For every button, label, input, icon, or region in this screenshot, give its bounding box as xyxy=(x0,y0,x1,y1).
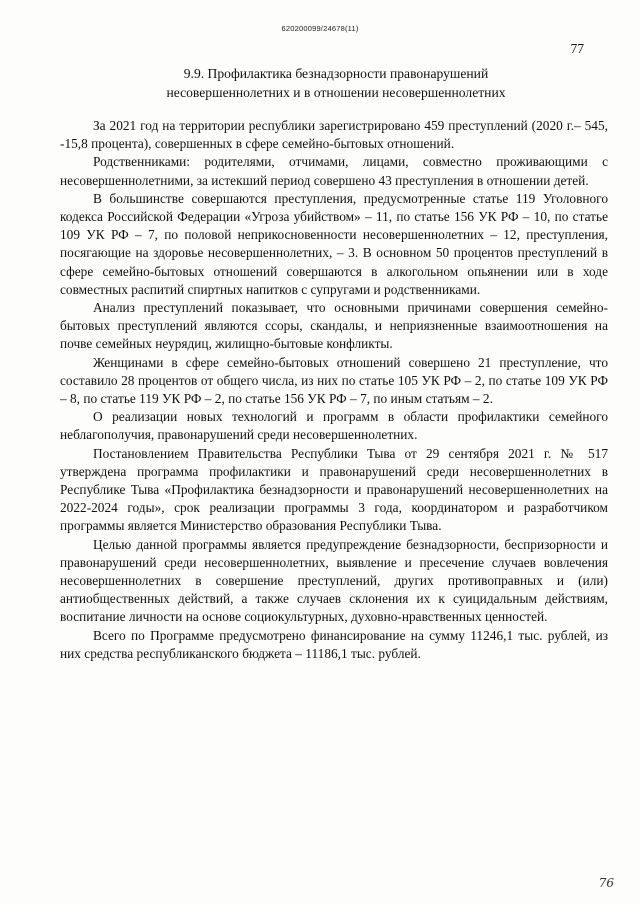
paragraph: За 2021 год на территории республики зарегистрировано 459 преступлений (2020 г.– 545, -15,8 процента), совершенных в сфере семейно-бытовых отношений. xyxy=(60,118,608,152)
section-title-line: 9.9. Профилактика безнадзорности правонарушений xyxy=(183,66,489,81)
paragraph: Родственниками: родителями, отчимами, лицами, совместно проживающими с несовершеннолетними, за истекший период совершено 43 преступления в отношении детей. xyxy=(60,154,608,188)
paragraph: Целью данной программы является предупреждение безнадзорности, беспризорности и правонарушений среди несовершеннолетних, выявление и пресечение случаев вовлечения несовершеннолетних в совершение преступлений, других противоправных и (или) антиобщественных действий, а также случаев склонения их к суицидальным действиям, воспитание личности на основе социокультурных, духовно-нравственных ценностей. xyxy=(60,536,608,625)
paragraph: Анализ преступлений показывает, что основными причинами совершения семейно-бытовых преступлений являются ссоры, скандалы, и неприязненные взаимоотношения на почве семейных неурядиц, жилищно-бытовые конфликты. xyxy=(60,300,608,352)
handwritten-page-mark: 76 xyxy=(598,876,614,890)
document-body xyxy=(60,117,608,663)
section-title-line: несовершеннолетних и в отношении несовершеннолетних xyxy=(166,85,506,100)
paragraph: Женщинами в сфере семейно-бытовых отношений совершено 21 преступление, что составило 28 процентов от общего числа, из них по статье 105 УК РФ – 2, по статье 109 УК РФ – 8, по статье 119 УК РФ – 2, по статье 156 УК РФ – 7, по иным статьям – 2. xyxy=(60,354,608,407)
paragraph: В большинстве совершаются преступления, предусмотренные статье 119 Уголовного кодекса Российской Федерации «Угроза убийством» – 11, по статье 156 УК РФ – 10, по статье 109 УК РФ – 7, по половой неприкосновенности несовершеннолетних – 12, преступления, посягающие на здоровье несовершеннолетних, – 3. В основном 50 процентов преступлений в сфере семейно-бытовых отношений совершаются в алкогольном опьянении или в ходе совместных распитий спиртных напитков с супругами и родственниками. xyxy=(60,190,608,297)
paragraph: Постановлением Правительства Республики Тыва от 29 сентября 2021 г. № 517 утверждена программа профилактики и правонарушений среди несовершеннолетних в Республике Тыва «Профилактика безнадзорности и правонарушений несовершеннолетних на 2022-2024 годы», срок реализации программы 3 года, координатором и разработчиком программы является Министерство образования Республики Тыва. xyxy=(60,445,608,534)
section-title xyxy=(96,64,576,102)
paragraph: О реализации новых технологий и программ в области профилактики семейного неблагополучия, правонарушений среди несовершеннолетних. xyxy=(60,409,608,443)
paragraph: Всего по Программе предусмотрено финансирование на сумму 11246,1 тыс. рублей, из них средства республиканского бюджета – 11186,1 тыс. рублей. xyxy=(60,627,608,661)
page-number: 77 xyxy=(570,41,584,56)
document-code: 620200099/24678(11) xyxy=(281,24,359,33)
